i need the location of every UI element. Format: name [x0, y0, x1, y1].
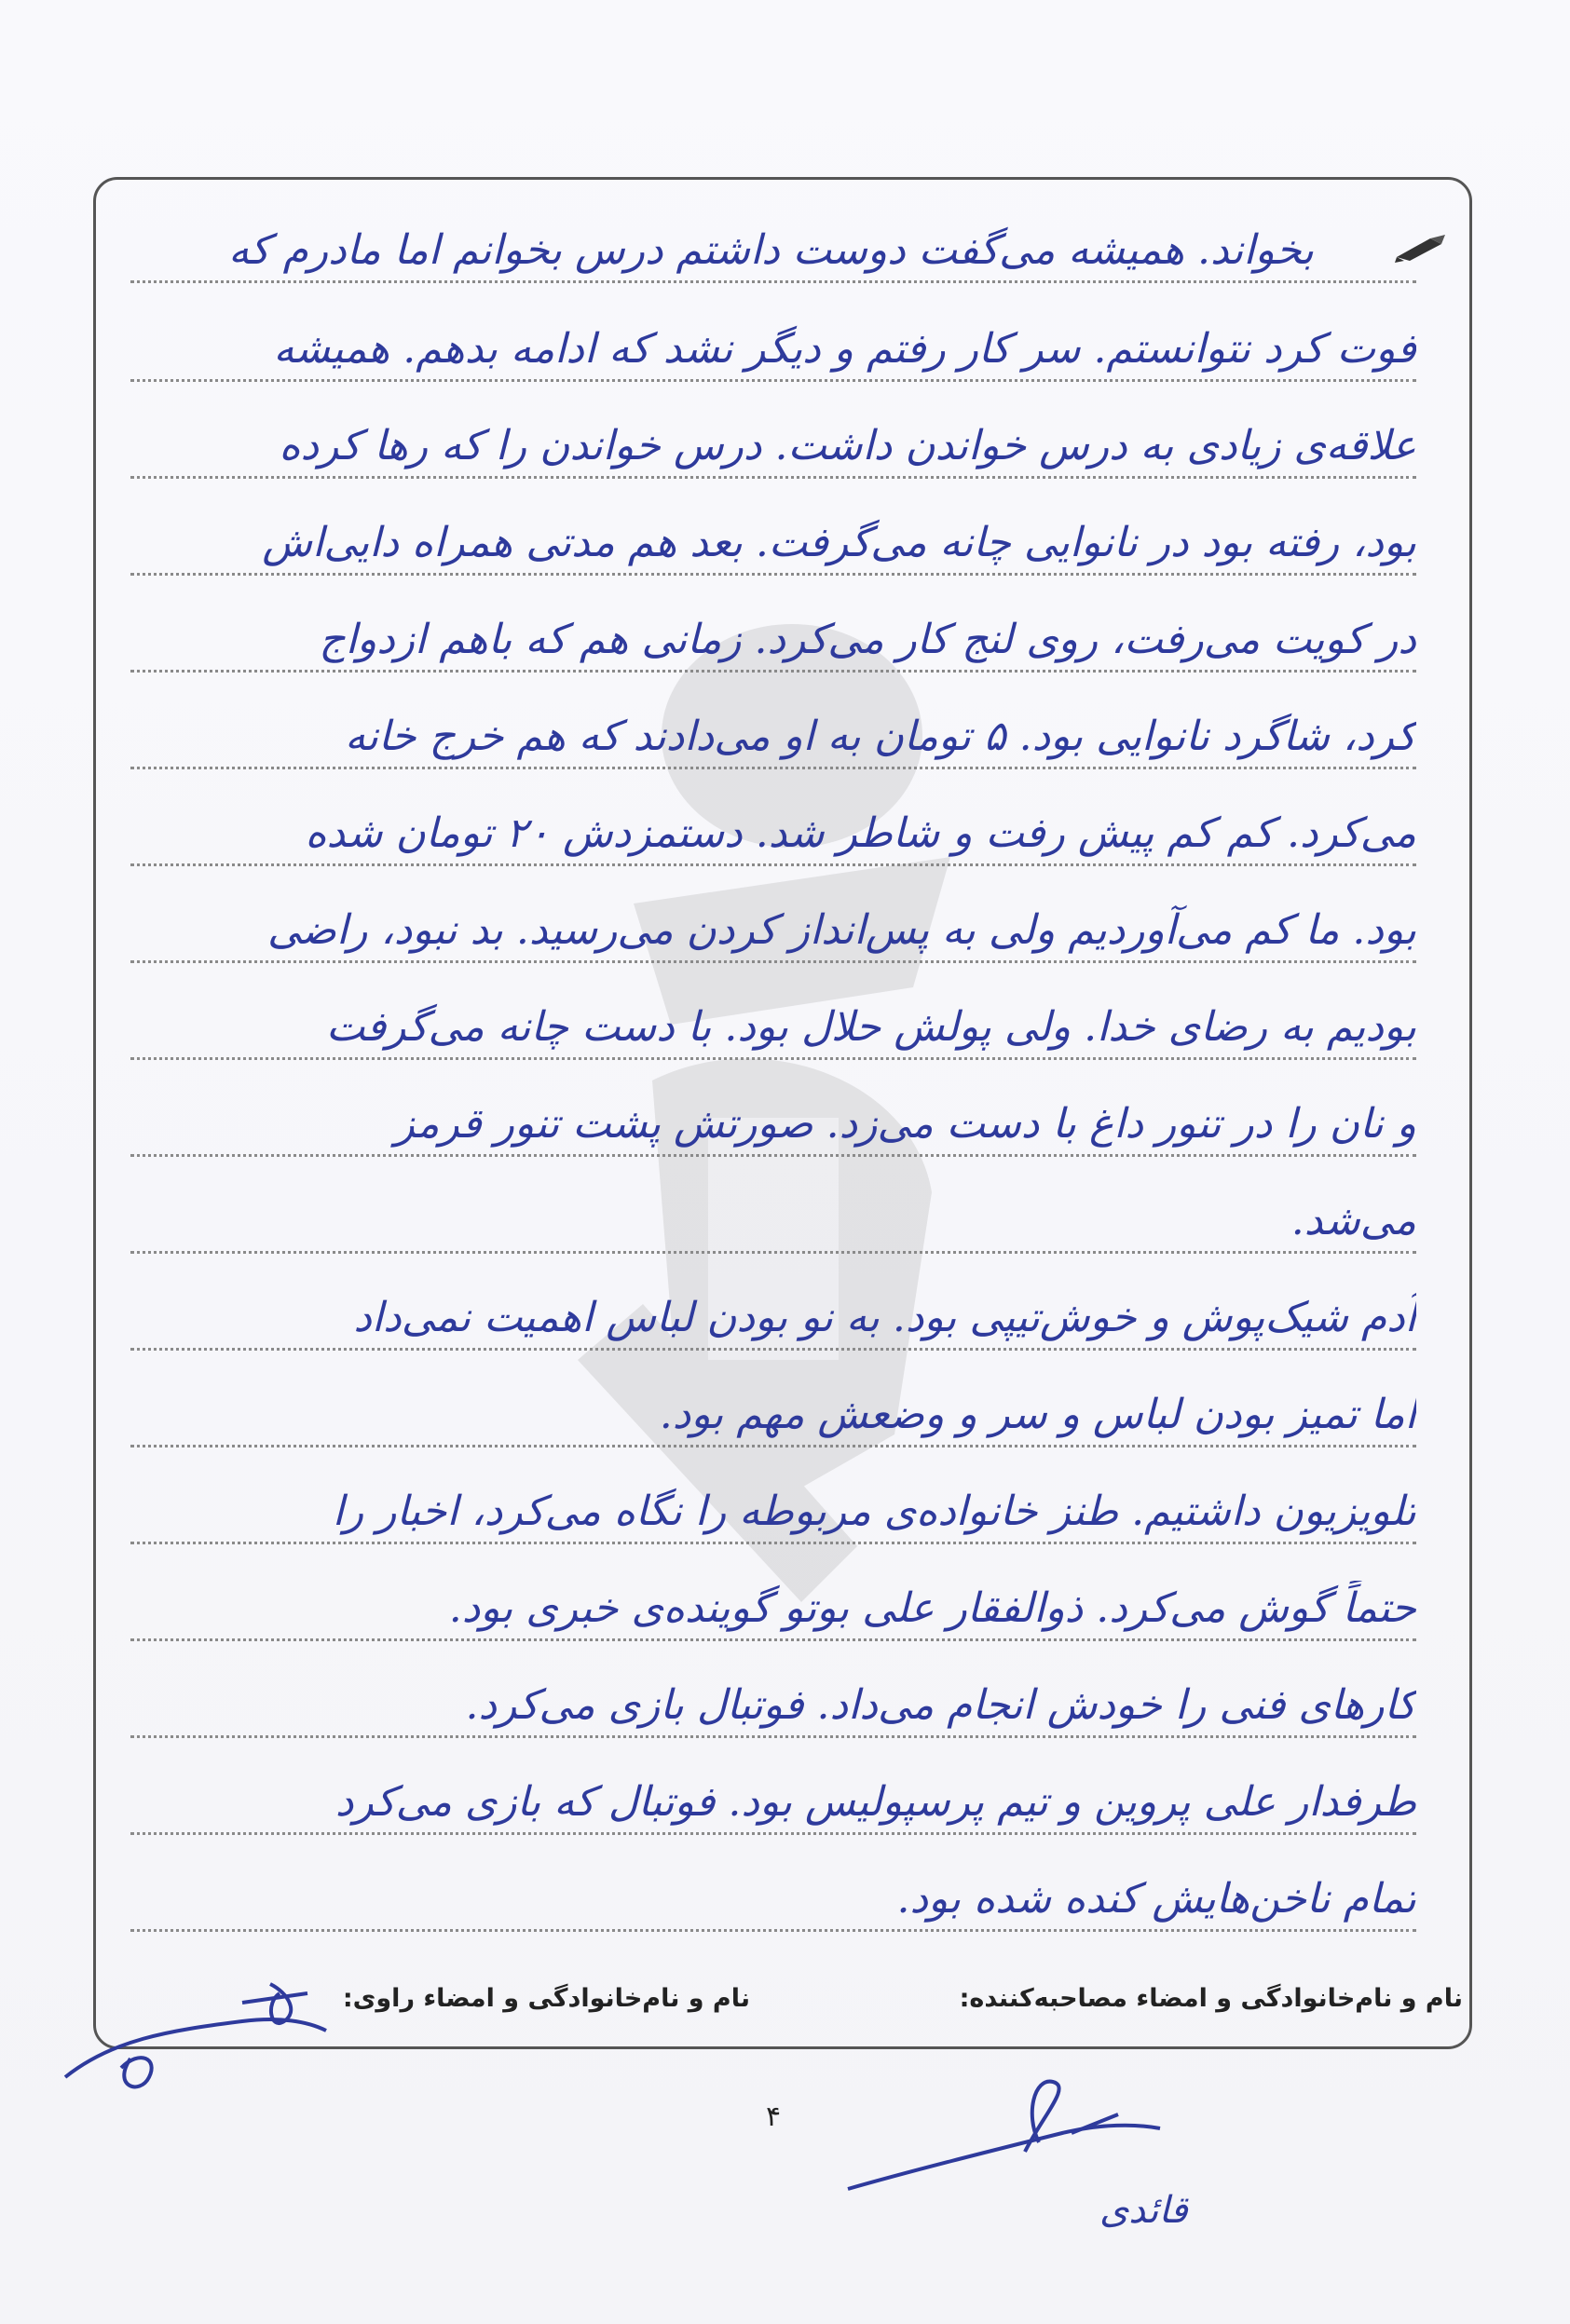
line-text: کرد، شاگرد نانوایی بود. ۵ تومان به او می‌دادند که هم خرج خانه: [345, 713, 1416, 760]
handwritten-line: [130, 313, 1416, 382]
handwritten-line: [130, 1379, 1416, 1447]
page-number: ۴: [765, 2100, 782, 2133]
handwritten-line: [130, 1669, 1416, 1738]
line-text: حتماً گوش می‌کرد. ذوالفقار علی بوتو گوینده‌ی خبری بود.: [448, 1584, 1416, 1632]
handwritten-line: [130, 410, 1416, 479]
handwritten-line: [130, 1475, 1416, 1544]
interviewer-label: نام و نام‌خانوادگی و امضاء مصاحبه‌کننده:: [959, 1984, 1463, 2013]
line-text: بخواند. همیشه می‌گفت دوست داشتم درس بخوانم اما مادرم که: [228, 226, 1314, 274]
handwritten-line: [130, 1282, 1416, 1351]
narrator-signature: [56, 1965, 335, 2105]
line-text: تلویزیون داشتیم. طنز خانواده‌ی مربوطه را نگاه می‌کرد، اخبار را: [332, 1488, 1416, 1535]
line-text: بود. ما کم می‌آوردیم ولی به پس‌انداز کردن می‌رسید. بد نبود، راضی: [267, 906, 1416, 954]
handwritten-line: [130, 700, 1416, 769]
line-text: و نان را در تنور داغ با دست می‌زد. صورتش پشت تنور قرمز: [394, 1100, 1416, 1148]
line-text: در کویت می‌رفت، روی لنج کار می‌کرد. زمانی هم که باهم ازدواج: [319, 616, 1416, 663]
line-text: می‌کرد. کم کم پیش رفت و شاطر شد. دستمزدش ۲۰ تومان شده: [305, 809, 1416, 857]
handwritten-line: [130, 894, 1416, 963]
handwritten-line: [130, 1766, 1416, 1835]
narrator-label: نام و نام‌خانوادگی و امضاء راوی:: [342, 1984, 750, 2013]
line-text: علاقه‌ی زیادی به درس خواندن داشت. درس خواندن را که رها کرده: [279, 422, 1416, 469]
signature-name: قائدی: [1099, 2189, 1188, 2232]
handwritten-line: [130, 507, 1416, 576]
line-text: تمام ناخن‌هایش کنده شده بود.: [896, 1875, 1416, 1923]
line-text: بود، رفته بود در نانوایی چانه می‌گرفت. بعد هم مدتی همراه دایی‌اش: [262, 519, 1416, 566]
line-text: بودیم به رضای خدا. ولی پولش حلال بود. با دست چانه می‌گرفت: [326, 1003, 1416, 1051]
handwritten-line: [130, 1863, 1416, 1932]
handwritten-line: [130, 1185, 1416, 1254]
line-text: اما تمیز بودن لباس و سر و وضعش مهم بود.: [659, 1391, 1416, 1438]
handwritten-line: [130, 1088, 1416, 1157]
line-text: آدم شیک‌پوش و خوش‌تیپی بود. به نو بودن لباس اهمیت نمی‌داد: [353, 1294, 1416, 1341]
handwritten-line: [130, 1572, 1416, 1641]
line-text: طرفدار علی پروین و تیم پرسپولیس بود. فوتبال که بازی می‌کرد: [334, 1778, 1416, 1826]
line-text: فوت کرد نتوانستم. سر کار رفتم و دیگر نشد که ادامه بدهم. همیشه: [273, 325, 1416, 373]
line-text: می‌شد.: [1290, 1197, 1416, 1244]
handwritten-line: [130, 604, 1416, 673]
interviewer-signature: [839, 2077, 1174, 2198]
line-text: کارهای فنی را خودش انجام می‌داد. فوتبال بازی می‌کرد.: [465, 1681, 1416, 1729]
handwritten-line: [130, 797, 1416, 866]
handwritten-line: [130, 991, 1416, 1060]
handwritten-line: [130, 214, 1416, 283]
